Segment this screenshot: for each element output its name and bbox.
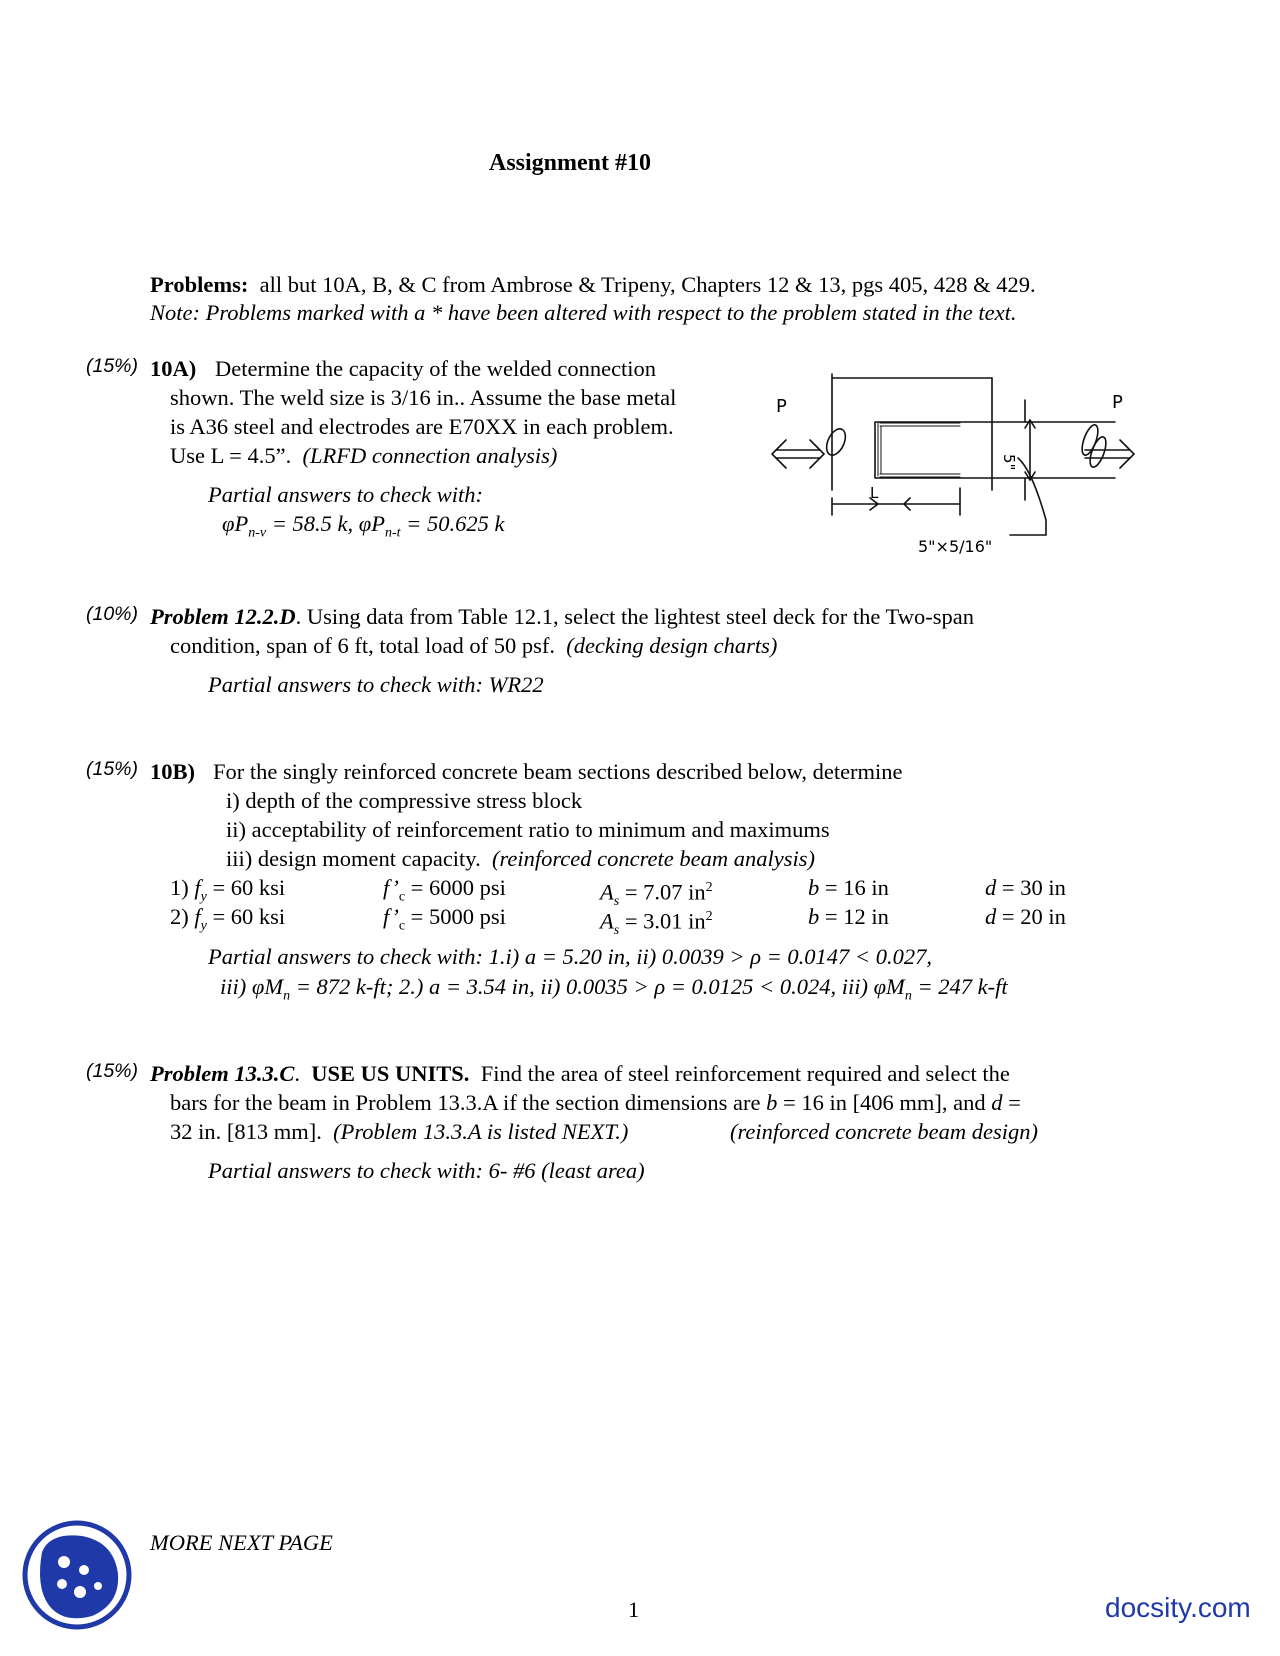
row-fc [383, 902, 506, 941]
p122d-text: . Using data from Table 12.1, select the lightest steel deck for the Two-span [295, 604, 974, 629]
p133c-b-value: = 16 in [406 mm], and [777, 1090, 992, 1115]
p133c-check: Partial answers to check with: 6- #6 (least area) [208, 1158, 645, 1183]
weight-10a: (15%) [86, 355, 139, 377]
p10a-length: Use L = 4.5”. [170, 443, 292, 468]
more-next-page: MORE NEXT PAGE [150, 1530, 333, 1555]
phi-symbol: φ [222, 511, 235, 536]
row-b [808, 873, 889, 902]
row-b [808, 902, 889, 931]
as-value: = 3.01 in [619, 908, 706, 934]
fy-value: = 60 ksi [206, 875, 286, 900]
p-symbol: P [371, 511, 385, 536]
as-value: = 7.07 in [619, 879, 706, 905]
fc-sub: c [398, 889, 406, 905]
as-sup: 2 [705, 880, 713, 895]
fy-sub: y [200, 918, 207, 934]
p10a-line2: shown. The weld size is 3/16 in.. Assume the base metal [170, 385, 677, 410]
p10b-topic: (reinforced concrete beam analysis) [491, 846, 815, 871]
fy-symbol: f [194, 904, 201, 929]
as-symbol: A [600, 879, 614, 905]
p133c-d-value: 32 in. [813 mm]. [170, 1119, 322, 1144]
weight-13-3-c: (15%) [86, 1060, 139, 1082]
table-row [0, 873, 1280, 909]
us-units-label: USE US UNITS. [311, 1061, 470, 1086]
docsity-brand-link[interactable]: docsity.com [1105, 1592, 1251, 1623]
welded-connection-figure [770, 370, 1170, 570]
p122d-line2 [170, 631, 777, 660]
row-d [985, 902, 1066, 931]
row-as [600, 902, 713, 945]
fc-value: = 5000 psi [405, 904, 506, 929]
p122d-check: Partial answers to check with: WR22 [208, 672, 544, 697]
p10b-item-iii [226, 844, 815, 873]
problem-13-3-c-label: Problem 13.3.C [150, 1061, 295, 1086]
p133c-line1: Problem 13.3.C. USE US UNITS. Find the area of steel reinforcement required and select the [150, 1061, 1010, 1086]
b-value: = 12 in [819, 904, 889, 929]
problem-10a-label: 10A) [150, 356, 197, 381]
fc-symbol: f’ [383, 875, 399, 900]
row-fy [170, 902, 285, 941]
problem-10b-label: 10B) [150, 759, 195, 784]
b-symbol: b [766, 1090, 778, 1115]
fy-sub: y [200, 889, 207, 905]
p133c-next-note: (Problem 13.3.A is listed NEXT.) [333, 1119, 629, 1144]
table-row [0, 902, 1280, 938]
d-symbol: d [985, 875, 997, 900]
p10b-item-i: i) depth of the compressive stress block [226, 788, 583, 813]
b-symbol: b [808, 904, 820, 929]
answer-pnt: = 50.625 k [400, 511, 505, 536]
p133c-topic: (reinforced concrete beam design) [730, 1119, 1039, 1144]
dim-length-l: L [870, 484, 879, 502]
row-number: 2) [170, 904, 195, 929]
b-value: = 16 in [819, 875, 889, 900]
p10a-line4 [170, 441, 557, 470]
subscript-nt: n-t [384, 525, 401, 541]
page-title: Assignment #10 [488, 150, 651, 176]
p122d-line1 [150, 602, 974, 631]
row-number: 1) [170, 875, 195, 900]
answer-pnv: = 58.5 k, [266, 511, 359, 536]
fy-value: = 60 ksi [206, 904, 286, 929]
answer-part-b: = 872 k-ft; 2.) a = 3.54 in, ii) 0.0035 > ρ = 0.0125 < 0.024, iii) φM [290, 974, 905, 999]
d-value: = 20 in [996, 904, 1066, 929]
subscript-nv: n-v [248, 525, 267, 541]
load-p-right: P [1112, 392, 1123, 413]
as-symbol: A [600, 908, 614, 934]
phi-symbol: φ [358, 511, 372, 536]
fy-symbol: f [194, 875, 201, 900]
answer-part-c: = 247 k-ft [911, 974, 1008, 999]
page-number: 1 [628, 1597, 640, 1622]
p10b-item-ii: ii) acceptability of reinforcement ratio to minimum and maximums [226, 817, 830, 842]
as-sub: s [613, 894, 620, 909]
problems-label: Problems: [150, 272, 249, 297]
mn-sub: n [904, 988, 912, 1004]
p10a-answer [222, 509, 504, 548]
docsity-logo-icon [22, 1512, 132, 1638]
row-d [985, 873, 1066, 902]
fc-value: = 6000 psi [405, 875, 506, 900]
d-symbol: d [991, 1090, 1003, 1115]
p10a-check: Partial answers to check with: [208, 482, 483, 507]
answer-part-a: iii) φM [220, 974, 284, 999]
p10b-answer-line1: Partial answers to check with: 1.i) a = 5.20 in, ii) 0.0039 > ρ = 0.0147 < 0.027, [208, 944, 932, 969]
as-sub: s [613, 923, 620, 938]
p133c-line2-text: bars for the beam in Problem 13.3.A if the section dimensions are [170, 1090, 767, 1115]
p-symbol: P [234, 511, 249, 536]
note-line: Note: Problems marked with a * have been altered with respect to the problem stated in the text. [150, 300, 1017, 325]
p10a-topic: (LRFD connection analysis) [302, 443, 558, 468]
p122d-topic: (decking design charts) [566, 633, 778, 658]
p133c-equals: = [1002, 1090, 1021, 1115]
p133c-text: Find the area of steel reinforcement required and select the [480, 1061, 1010, 1086]
problems-text: all but 10A, B, & C from Ambrose & Tripeny, Chapters 12 & 13, pgs 405, 428 & 429. [259, 272, 1036, 297]
fc-symbol: f’ [383, 904, 399, 929]
dim-5in: 5" [1000, 454, 1018, 471]
d-symbol: d [985, 904, 997, 929]
mn-sub: n [283, 988, 291, 1004]
d-value: = 30 in [996, 875, 1066, 900]
p133c-line3 [170, 1117, 628, 1146]
p122d-condition: condition, span of 6 ft, total load of 50 psf. [170, 633, 555, 658]
weight-10b: (15%) [86, 758, 139, 780]
problem-12-2-d-label: Problem 12.2.D [150, 604, 296, 629]
fc-sub: c [398, 918, 406, 934]
p10b-line1: For the singly reinforced concrete beam sections described below, determine [213, 759, 903, 784]
p10a-line1: Determine the capacity of the welded connection [215, 356, 657, 381]
problems-line [150, 270, 1036, 299]
p10b-answer-line2 [220, 972, 1008, 1011]
p10b-iii-text: iii) design moment capacity. [226, 846, 481, 871]
as-sup: 2 [705, 909, 713, 924]
p10a-line3: is A36 steel and electrodes are E70XX in each problem. [170, 414, 674, 439]
weight-12-2-d: (10%) [86, 603, 139, 625]
load-p-left: P [776, 396, 787, 417]
plate-size-label: 5"×5/16" [918, 537, 993, 556]
b-symbol: b [808, 875, 820, 900]
p133c-line2 [170, 1088, 1021, 1117]
